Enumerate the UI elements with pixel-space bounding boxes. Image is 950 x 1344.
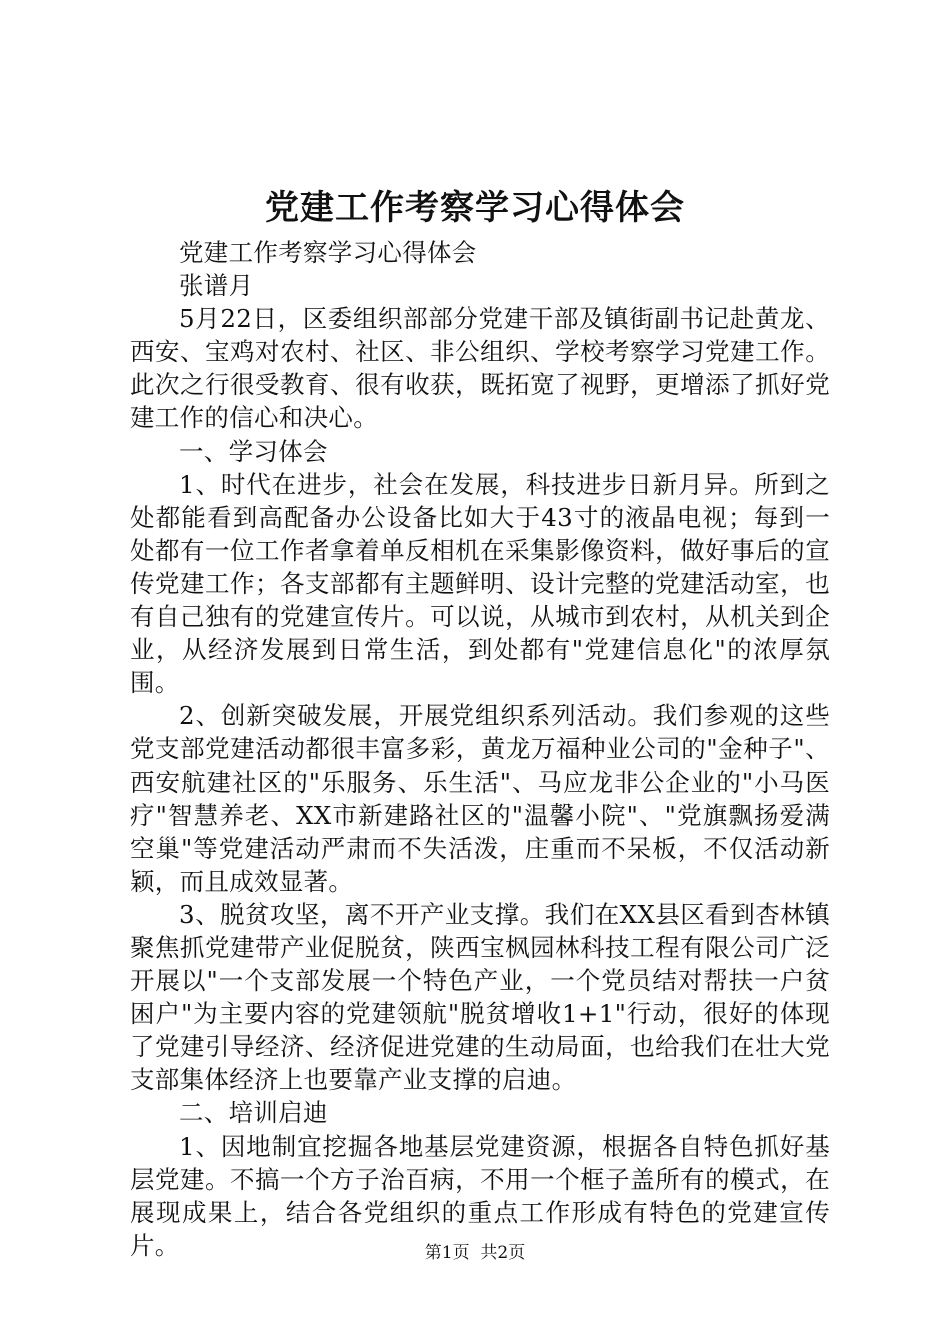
footer-spacer — [470, 1243, 481, 1263]
document-body — [130, 236, 830, 1262]
paragraph-learning-1: 1、时代在进步，社会在发展，科技进步日新月异。所到之处都能看到高配备办公设备比如大于43寸的液晶电视；每到一处都有一位工作者拿着单反相机在采集影像资料，做好事后的宣传党建工作；各支部都有主题鲜明、设计完整的党建活动室，也有自己独有的党建宣传片。可以说，从城市到农村，从机关到企业，从经济发展到日常生活，到处都有"党建信息化"的浓厚氛围。 — [130, 469, 830, 698]
paragraph-subtitle: 党建工作考察学习心得体会 — [179, 238, 477, 267]
paragraph-intro: 5月22日，区委组织部部分党建干部及镇街副书记赴黄龙、西安、宝鸡对农村、社区、非公组织、学校考察学习党建工作。此次之行很受教育、很有收获，既拓宽了视野，更增添了抓好党建工作的信心和决心。 — [130, 304, 830, 433]
page-number-current: 第1页 — [424, 1243, 470, 1263]
paragraph-training-1: 1、因地制宜挖掘各地基层党建资源，根据各自特色抓好基层党建。不搞一个方子治百病，不用一个框子盖所有的模式，在展现成果上，结合各党组织的重点工作形成有特色的党建宣传片。 — [130, 1131, 830, 1260]
paragraph-learning-3: 3、脱贫攻坚，离不开产业支撑。我们在XX县区看到杏林镇聚焦抓党建带产业促脱贫，陕西宝枫园林科技工程有限公司广泛开展以"一个支部发展一个特色产业，一个党员结对帮扶一户贫困户"为主要内容的党建领航"脱贫增收1+1"行动，很好的体现了党建引导经济、经济促进党建的生动局面，也给我们在壮大党支部集体经济上也要靠产业支撑的启迪。 — [130, 899, 830, 1095]
page-footer — [0, 1242, 950, 1264]
paragraph-author: 张谱月 — [179, 271, 254, 301]
section-heading-learning: 一、学习体会 — [179, 436, 328, 466]
page-number-total: 共2页 — [480, 1243, 526, 1263]
section-heading-training: 二、培训启迪 — [179, 1098, 328, 1128]
paragraph-learning-2: 2、创新突破发展，开展党组织系列活动。我们参观的这些党支部党建活动都很丰富多彩，黄龙万福种业公司的"金种子"、西安航建社区的"乐服务、乐生活"、马应龙非公企业的"小马医疗"智慧养老、XX市新建路社区的"温馨小院"、"党旗飘扬爱满空巢"等党建活动严肃而不失活泼，庄重而不呆板，不仅活动新颖，而且成效显著。 — [130, 701, 830, 896]
document-title: 党建工作考察学习心得体会 — [265, 188, 685, 228]
